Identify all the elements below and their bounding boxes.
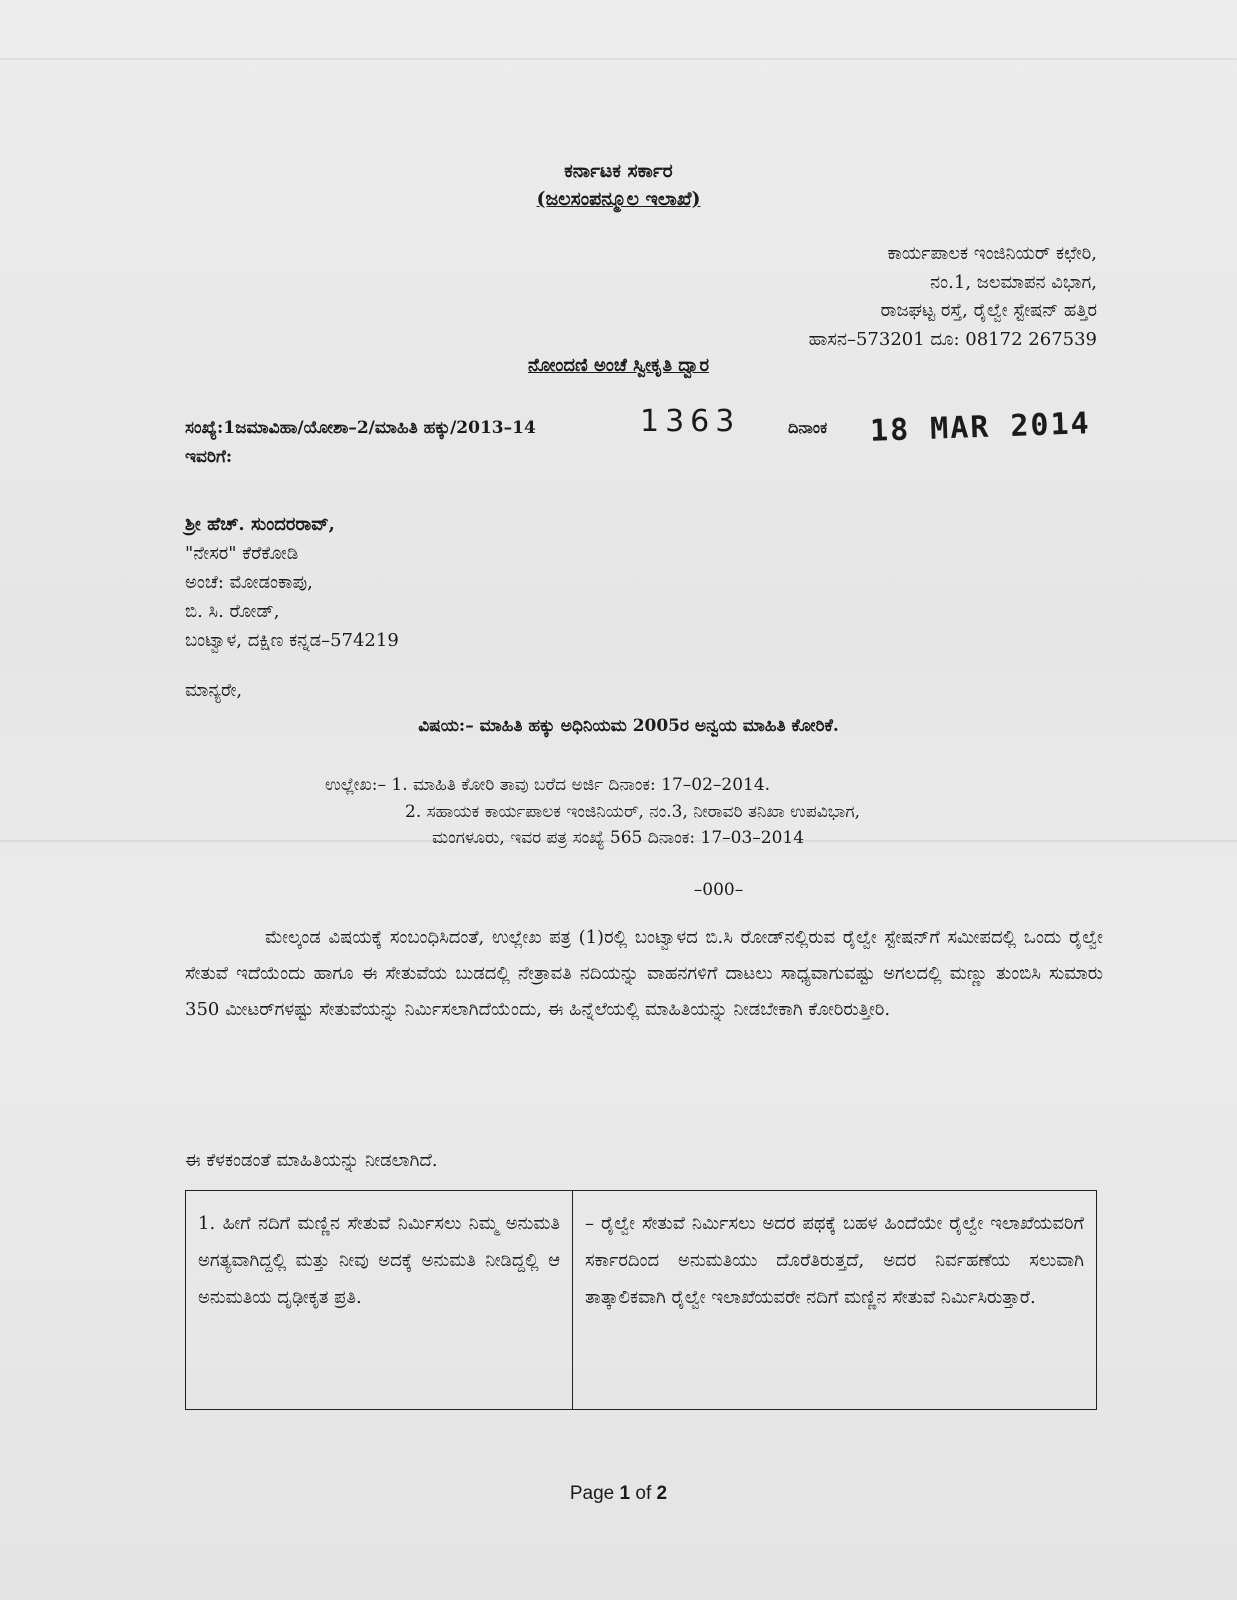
recipient-line: ಬಿ. ಸಿ. ರೋಡ್,	[185, 601, 280, 622]
references-label: ಉಲ್ಲೇಖ:–	[325, 775, 386, 795]
intro-line: ಈ ಕೆಳಕಂಡಂತೆ ಮಾಹಿತಿಯನ್ನು ನೀಡಲಾಗಿದೆ.	[185, 1150, 438, 1171]
address-line: ಕಾರ್ಯಪಾಲಕ ಇಂಜಿನಿಯರ್ ಕಛೇರಿ,	[887, 243, 1097, 264]
to-label: ಇವರಿಗೆ:	[185, 447, 233, 467]
reference-number: ಸಂಖ್ಯೆ:1ಜಮಾವಿಹಾ/ಯೋಶಾ–2/ಮಾಹಿತಿ ಹಕ್ಕು/2013–14	[185, 418, 536, 438]
date-stamp: 18 MAR 2014	[869, 406, 1092, 449]
recipient-line: ಅಂಚೆ: ಮೋಡಂಕಾಪು,	[185, 572, 313, 593]
office-address	[809, 240, 1097, 354]
table-row	[186, 1191, 1097, 1410]
question-cell: 1. ಹೀಗೆ ನದಿಗೆ ಮಣ್ಣಿನ ಸೇತುವೆ ನಿರ್ಮಿಸಲು ನಿಮ್ಮ ಅನುಮತಿ ಅಗತ್ಯವಾಗಿದ್ದಲ್ಲಿ ಮತ್ತು ನೀವು ಅದಕ್ಕೆ ಅನುಮತಿ ನೀಡಿದ್ದಲ್ಲಿ ಆ ಅನುಮತಿಯ ದೃಢೀಕೃತ ಪ್ರತಿ.	[186, 1191, 573, 1410]
recipient-line: ಶ್ರೀ ಹೆಚ್. ಸುಂದರರಾವ್,	[185, 514, 335, 535]
address-line: ನಂ.1, ಜಲಮಾಪನ ವಿಭಾಗ,	[930, 271, 1097, 293]
department-title: (ಜಲಸಂಪನ್ಮೂಲ ಇಲಾಖೆ)	[536, 188, 701, 210]
references-block	[325, 772, 860, 852]
date-label: ದಿನಾಂಕ	[788, 418, 828, 437]
separator: –000–	[693, 880, 744, 900]
reference-item: 2. ಸಹಾಯಕ ಕಾರ್ಯಪಾಲಕ ಇಂಜಿನಿಯರ್, ನಂ.3, ನೀರಾವರಿ ತನಿಖಾ ಉಪವಿಭಾಗ,	[405, 801, 861, 822]
salutation: ಮಾನ್ಯರೇ,	[185, 680, 243, 701]
recipient-line: ಬಂಟ್ವಾಳ, ದಕ್ಷಿಣ ಕನ್ನಡ–574219	[185, 630, 399, 651]
answer-cell: – ರೈಲ್ವೇ ಸೇತುವೆ ನಿರ್ಮಿಸಲು ಅದರ ಪಥಕ್ಕೆ ಬಹಳ ಹಿಂದೆಯೇ ರೈಲ್ವೇ ಇಲಾಖೆಯವರಿಗೆ ಸರ್ಕಾರದಿಂದ ಅನುಮತಿಯು ದೊರೆತಿರುತ್ತದೆ, ಅದರ ನಿರ್ವಹಣೆಯ ಸಲುವಾಗಿ ತಾತ್ಕಾಲಿಕವಾಗಿ ರೈಲ್ವೇ ಇಲಾಖೆಯವರೇ ನದಿಗೆ ಮಣ್ಣಿನ ಸೇತುವೆ ನಿರ್ಮಿಸಿರುತ್ತಾರೆ.	[573, 1191, 1097, 1410]
recipient-address	[185, 510, 399, 655]
address-line: ರಾಜಘಟ್ಟ ರಸ್ತೆ, ರೈಲ್ವೇ ಸ್ಟೇಷನ್ ಹತ್ತಿರ	[880, 300, 1097, 321]
info-table	[185, 1190, 1097, 1410]
page-footer: Page 1 of 2	[569, 1483, 668, 1504]
registered-post-heading: ನೋಂದಣಿ ಅಂಚೆ ಸ್ವೀಕೃತಿ ದ್ವಾರ	[528, 355, 709, 376]
address-line: ಹಾಸನ–573201 ದೂ: 08172 267539	[808, 328, 1097, 350]
recipient-line: "ನೇಸರ" ಕೆರೆಕೋಡಿ	[185, 543, 299, 564]
paper-fold	[0, 58, 1237, 60]
reference-item: 1. ಮಾಹಿತಿ ಕೋರಿ ತಾವು ಬರೆದ ಅರ್ಜಿ ದಿನಾಂಕ: 17–02–2014.	[391, 775, 771, 795]
reference-item-continued: ಮಂಗಳೂರು, ಇವರ ಪತ್ರ ಸಂಖ್ಯೆ 565 ದಿನಾಂಕ: 17–03–2014	[432, 828, 805, 848]
government-title: ಕರ್ನಾಟಕ ಸರ್ಕಾರ	[564, 160, 673, 182]
handwritten-number: 1363	[640, 404, 741, 439]
subject-line: ವಿಷಯ:– ಮಾಹಿತಿ ಹಕ್ಕು ಅಧಿನಿಯಮ 2005ರ ಅನ್ವಯ ಮಾಹಿತಿ ಕೋರಿಕೆ.	[418, 716, 839, 736]
body-paragraph: ಮೇಲ್ಕಂಡ ವಿಷಯಕ್ಕೆ ಸಂಬಂಧಿಸಿದಂತೆ, ಉಲ್ಲೇಖ ಪತ್ರ (1)ರಲ್ಲಿ ಬಂಟ್ವಾಳದ ಬಿ.ಸಿ ರೋಡ್‌ನಲ್ಲಿರುವ ರೈಲ್ವೇ ಸ್ಟೇಷನ್‌ಗೆ ಸಮೀಪದಲ್ಲಿ ಒಂದು ರೈಲ್ವೇ ಸೇತುವೆ ಇದೆಯೆಂದು ಹಾಗೂ ಈ ಸೇತುವೆಯ ಬುಡದಲ್ಲಿ ನೇತ್ರಾವತಿ ನದಿಯನ್ನು ವಾಹನಗಳಿಗೆ ದಾಟಲು ಸಾಧ್ಯವಾಗುವಷ್ಟು ಅಗಲದಲ್ಲಿ ಮಣ್ಣು ತುಂಬಿಸಿ ಸುಮಾರು 350 ಮೀಟರ್‌ಗಳಷ್ಟು ಸೇತುವೆಯನ್ನು ನಿರ್ಮಿಸಲಾಗಿದೆಯೆಂದು, ಈ ಹಿನ್ನೆಲೆಯಲ್ಲಿ ಮಾಹಿತಿಯನ್ನು ನೀಡಬೇಕಾಗಿ ಕೋರಿರುತ್ತೀರಿ.	[185, 927, 1103, 1020]
